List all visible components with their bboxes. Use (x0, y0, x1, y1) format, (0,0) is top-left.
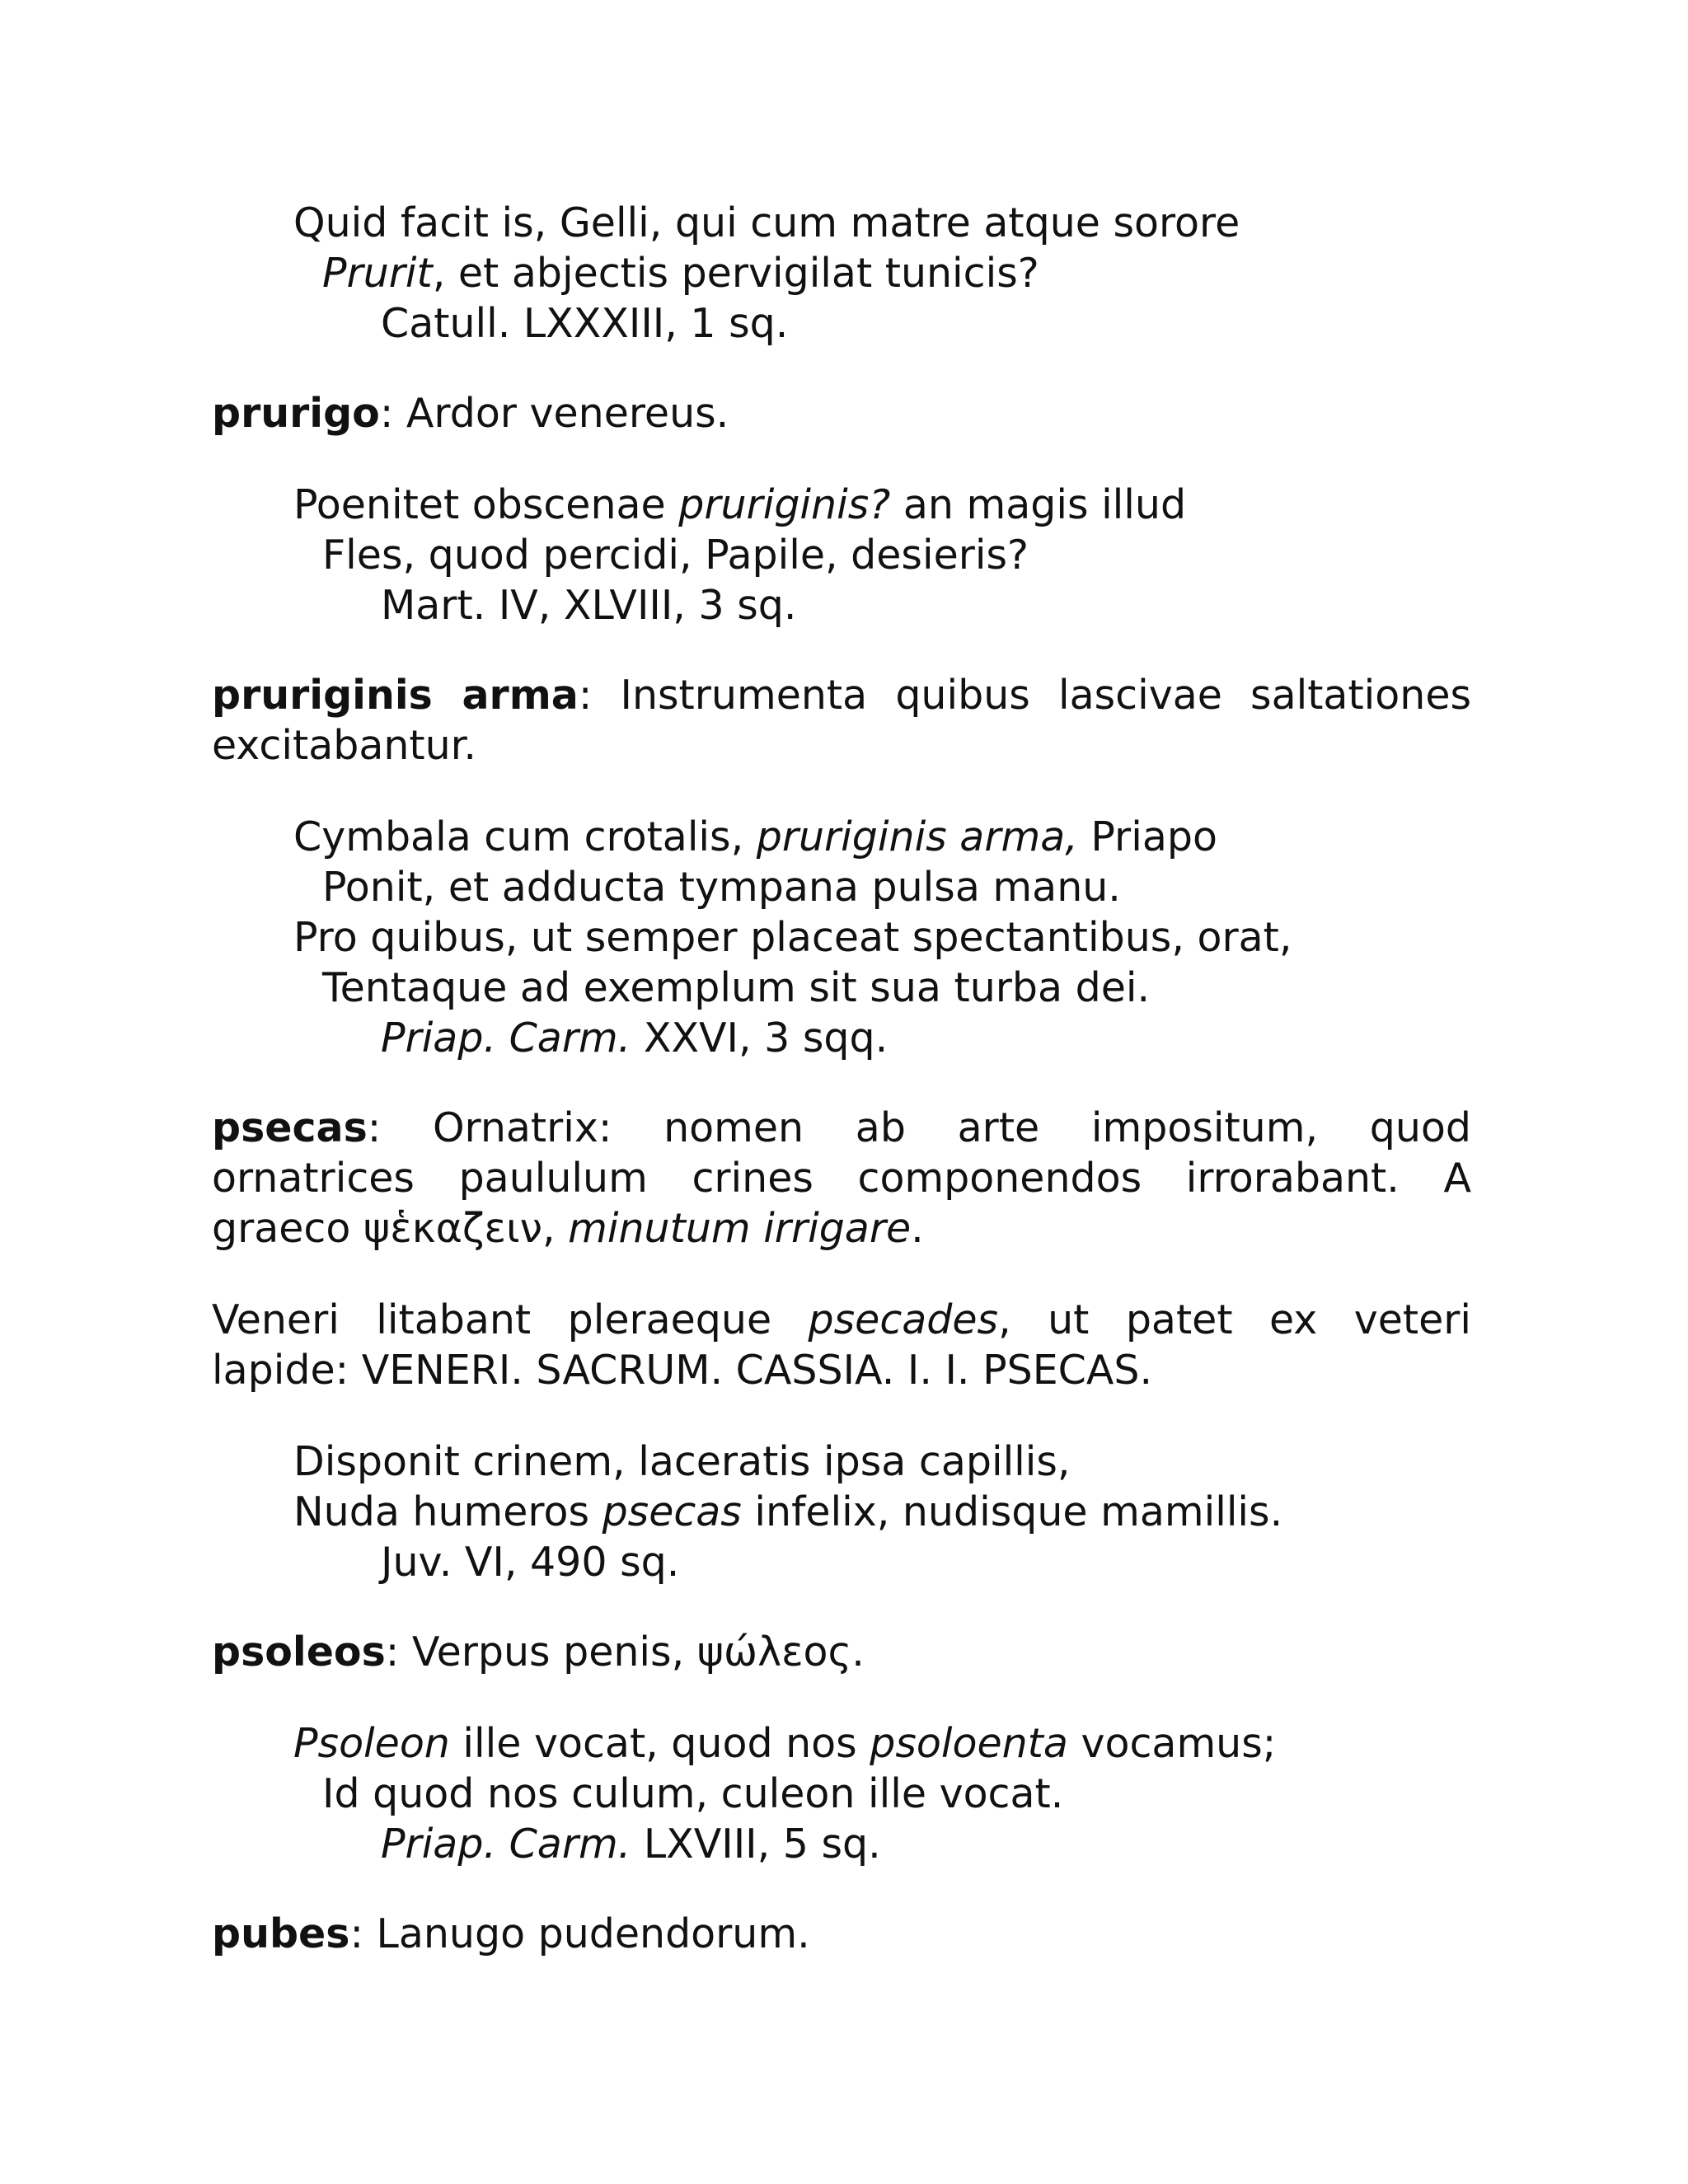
verse-line: Poenitet obscenae pruriginis? an magis illud (293, 481, 1187, 528)
emphasis: psecas (602, 1488, 742, 1535)
text-line: Veneri litabant pleraeque psecades, ut patet ex veteri (212, 1296, 1471, 1343)
quotation-priapea-xxvi (212, 812, 1471, 1063)
citation: Catull. LXXXIII, 1 sq. (381, 300, 789, 347)
definition-line: excitabantur. (212, 722, 476, 769)
citation: Mart. IV, XLVIII, 3 sq. (381, 582, 797, 629)
entry-psecas (212, 1103, 1471, 1254)
headword: psoleos (212, 1629, 386, 1675)
definition-line: ornatrices paululum crines componendos irrorabant. A (212, 1155, 1471, 1202)
paragraph-veneri (212, 1295, 1471, 1395)
verse-line: Prurit, et abjectis pervigilat tunicis? (322, 250, 1039, 297)
citation: Juv. VI, 490 sq. (381, 1539, 680, 1586)
definition: : Verpus penis, ψώλεος. (385, 1629, 865, 1675)
quotation-catullus (212, 198, 1471, 349)
headword: pruriginis arma (212, 672, 579, 719)
headword: psecas (212, 1104, 368, 1151)
entry-psoleos (212, 1627, 1471, 1677)
citation: Priap. Carm. XXVI, 3 sqq. (381, 1015, 889, 1062)
definition: : Ardor venereus. (379, 390, 729, 437)
emphasis: psoloenta (870, 1720, 1068, 1767)
entry-pubes (212, 1909, 1471, 1959)
emphasis: pruriginis arma, (756, 813, 1078, 860)
quotation-juvenal (212, 1436, 1471, 1587)
verse-line: Cymbala cum crotalis, pruriginis arma, Priapo (293, 813, 1217, 860)
emphasis: minutum irrigare (568, 1205, 912, 1252)
verse-line: Fles, quod percidi, Papile, desieris? (322, 532, 1029, 579)
entry-prurigo (212, 388, 1471, 438)
quotation-priapea-lxviii (212, 1718, 1471, 1869)
verse-line: Disponit crinem, laceratis ipsa capillis, (293, 1438, 1071, 1485)
dictionary-page (212, 198, 1471, 1959)
citation: Priap. Carm. LXVIII, 5 sq. (381, 1821, 881, 1868)
emphasis: Prurit (322, 250, 433, 297)
verse-line: Tentaque ad exemplum sit sua turba dei. (322, 964, 1151, 1011)
emphasis: Priap. Carm. (381, 1015, 631, 1062)
verse-line: Psoleon ille vocat, quod nos psoloenta vocamus; (293, 1720, 1277, 1767)
text-line: lapide: VENERI. SACRUM. CASSIA. I. I. PSECAS. (212, 1347, 1153, 1394)
emphasis: psecades (808, 1296, 999, 1343)
definition-line: graeco ψἑκαζειν, minutum irrigare. (212, 1205, 924, 1252)
verse-line: Id quod nos culum, culeon ille vocat. (322, 1770, 1064, 1817)
verse-line: Quid facit is, Gelli, qui cum matre atque sorore (293, 199, 1240, 246)
definition-line: pruriginis arma: Instrumenta quibus lascivae saltationes (212, 672, 1471, 719)
verse-line: Pro quibus, ut semper placeat spectantibus, orat, (293, 914, 1292, 961)
emphasis: Psoleon (293, 1720, 450, 1767)
quotation-martial (212, 480, 1471, 630)
headword: prurigo (212, 390, 380, 437)
verse-line: Ponit, et adducta tympana pulsa manu. (322, 864, 1121, 911)
headword: pubes (212, 1910, 350, 1957)
definition-line: psecas: Ornatrix: nomen ab arte impositum, quod (212, 1104, 1471, 1151)
emphasis: pruriginis? (678, 481, 891, 528)
emphasis: Priap. Carm. (381, 1821, 631, 1868)
entry-pruriginis-arma (212, 670, 1471, 771)
definition: : Lanugo pudendorum. (349, 1910, 810, 1957)
verse-line: Nuda humeros psecas infelix, nudisque mamillis. (293, 1488, 1283, 1535)
